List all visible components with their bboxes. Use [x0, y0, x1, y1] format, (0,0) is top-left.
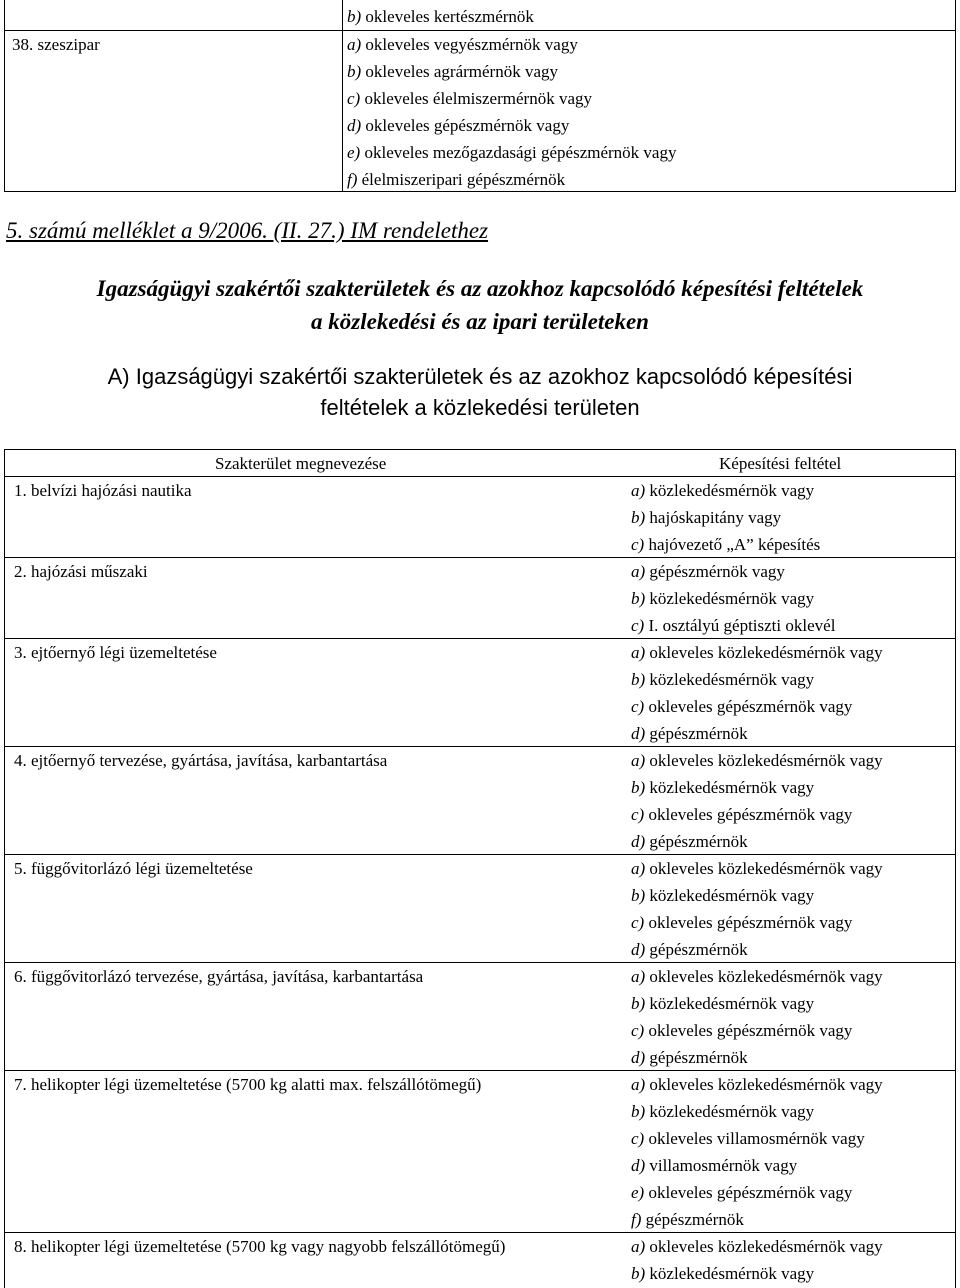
- section-title-line1: A) Igazságügyi szakértői szakterületek és az azokhoz kapcsolódó képesítési: [107, 364, 853, 389]
- qualification-line: d) gépészmérnök: [631, 832, 748, 851]
- qualification-line: a) okleveles közlekedésmérnök vagy: [631, 643, 883, 662]
- header-field: Szakterület megnevezése: [215, 454, 387, 473]
- qualification-line: d) gépészmérnök: [631, 1048, 748, 1067]
- qualification-line: d) gépészmérnök: [631, 724, 748, 743]
- qualification-line: b) közlekedésmérnök vagy: [631, 1264, 815, 1283]
- qualification-line: a) okleveles közlekedésmérnök vagy: [631, 967, 883, 986]
- field-name: 2. hajózási műszaki: [14, 562, 148, 581]
- qualification-line: f) gépészmérnök: [631, 1210, 744, 1229]
- qualification-line: b) közlekedésmérnök vagy: [631, 778, 815, 797]
- qualification-line: c) okleveles gépészmérnök vagy: [631, 1021, 853, 1040]
- qualification-line: b) hajóskapitány vagy: [631, 508, 782, 527]
- field-name: 1. belvízi hajózási nautika: [14, 481, 192, 500]
- qualification-line: a) okleveles közlekedésmérnök vagy: [631, 1075, 883, 1094]
- annex-title: 5. számú melléklet a 9/2006. (II. 27.) IM rendelethez: [6, 218, 489, 243]
- qualification-line: c) okleveles gépészmérnök vagy: [631, 697, 853, 716]
- qualification-line: c) okleveles villamosmérnök vagy: [631, 1129, 865, 1148]
- qualification-line: c) okleveles élelmiszermérnök vagy: [347, 89, 592, 108]
- qualification-line: c) I. osztályú géptiszti oklevél: [631, 616, 836, 635]
- qualification-line: c) okleveles gépészmérnök vagy: [631, 913, 853, 932]
- qualification-line: d) villamosmérnök vagy: [631, 1156, 798, 1175]
- qualification-line: b) okleveles agrármérnök vagy: [347, 62, 559, 81]
- section-title-line2: feltételek a közlekedési területen: [320, 395, 640, 420]
- qualification-line: c) hajóvezető „A” képesítés: [631, 535, 821, 554]
- main-title-line2: a közlekedési és az ipari területeken: [311, 309, 649, 334]
- field-name: 5. függővitorlázó légi üzemeltetése: [14, 859, 253, 878]
- qualification-line: a) okleveles közlekedésmérnök vagy: [631, 859, 883, 878]
- qualification-line: d) gépészmérnök: [631, 940, 748, 959]
- field-name: 3. ejtőernyő légi üzemeltetése: [14, 643, 217, 662]
- qualification-line: d) okleveles gépészmérnök vagy: [347, 116, 570, 135]
- qualification-line: f) élelmiszeripari gépészmérnök: [347, 170, 566, 189]
- qualification-line: e) okleveles gépészmérnök vagy: [631, 1183, 853, 1202]
- qualification-line: b) közlekedésmérnök vagy: [631, 589, 815, 608]
- column-divider: [342, 0, 343, 191]
- qualification-line: a) közlekedésmérnök vagy: [631, 481, 815, 500]
- qualification-line: a) okleveles közlekedésmérnök vagy: [631, 751, 883, 770]
- main-title-line1: Igazságügyi szakértői szakterületek és az azokhoz kapcsolódó képesítési feltételek: [96, 276, 864, 301]
- qualification-line: a) okleveles közlekedésmérnök vagy: [631, 1237, 883, 1256]
- qualification-line: a) gépészmérnök vagy: [631, 562, 785, 581]
- field-name: 7. helikopter légi üzemeltetése (5700 kg alatti max. felszállótömegű): [14, 1075, 482, 1094]
- qualification-line: b) közlekedésmérnök vagy: [631, 994, 815, 1013]
- qualification-line: b) közlekedésmérnök vagy: [631, 1102, 815, 1121]
- field-name: 38. szeszipar: [12, 35, 100, 54]
- qualification-line: b) okleveles kertészmérnök: [347, 7, 534, 26]
- field-name: 4. ejtőernyő tervezése, gyártása, javítása, karbantartása: [14, 751, 388, 770]
- qualification-line: b) közlekedésmérnök vagy: [631, 886, 815, 905]
- qualification-line: b) közlekedésmérnök vagy: [631, 670, 815, 689]
- qualification-line: c) okleveles gépészmérnök vagy: [631, 805, 853, 824]
- field-name: 8. helikopter légi üzemeltetése (5700 kg vagy nagyobb felszállótömegű): [14, 1237, 506, 1256]
- header-qualification: Képesítési feltétel: [719, 454, 842, 473]
- field-name: 6. függővitorlázó tervezése, gyártása, javítása, karbantartása: [14, 967, 424, 986]
- qualification-line: e) okleveles mezőgazdasági gépészmérnök vagy: [347, 143, 677, 162]
- qualification-line: a) okleveles vegyészmérnök vagy: [347, 35, 578, 54]
